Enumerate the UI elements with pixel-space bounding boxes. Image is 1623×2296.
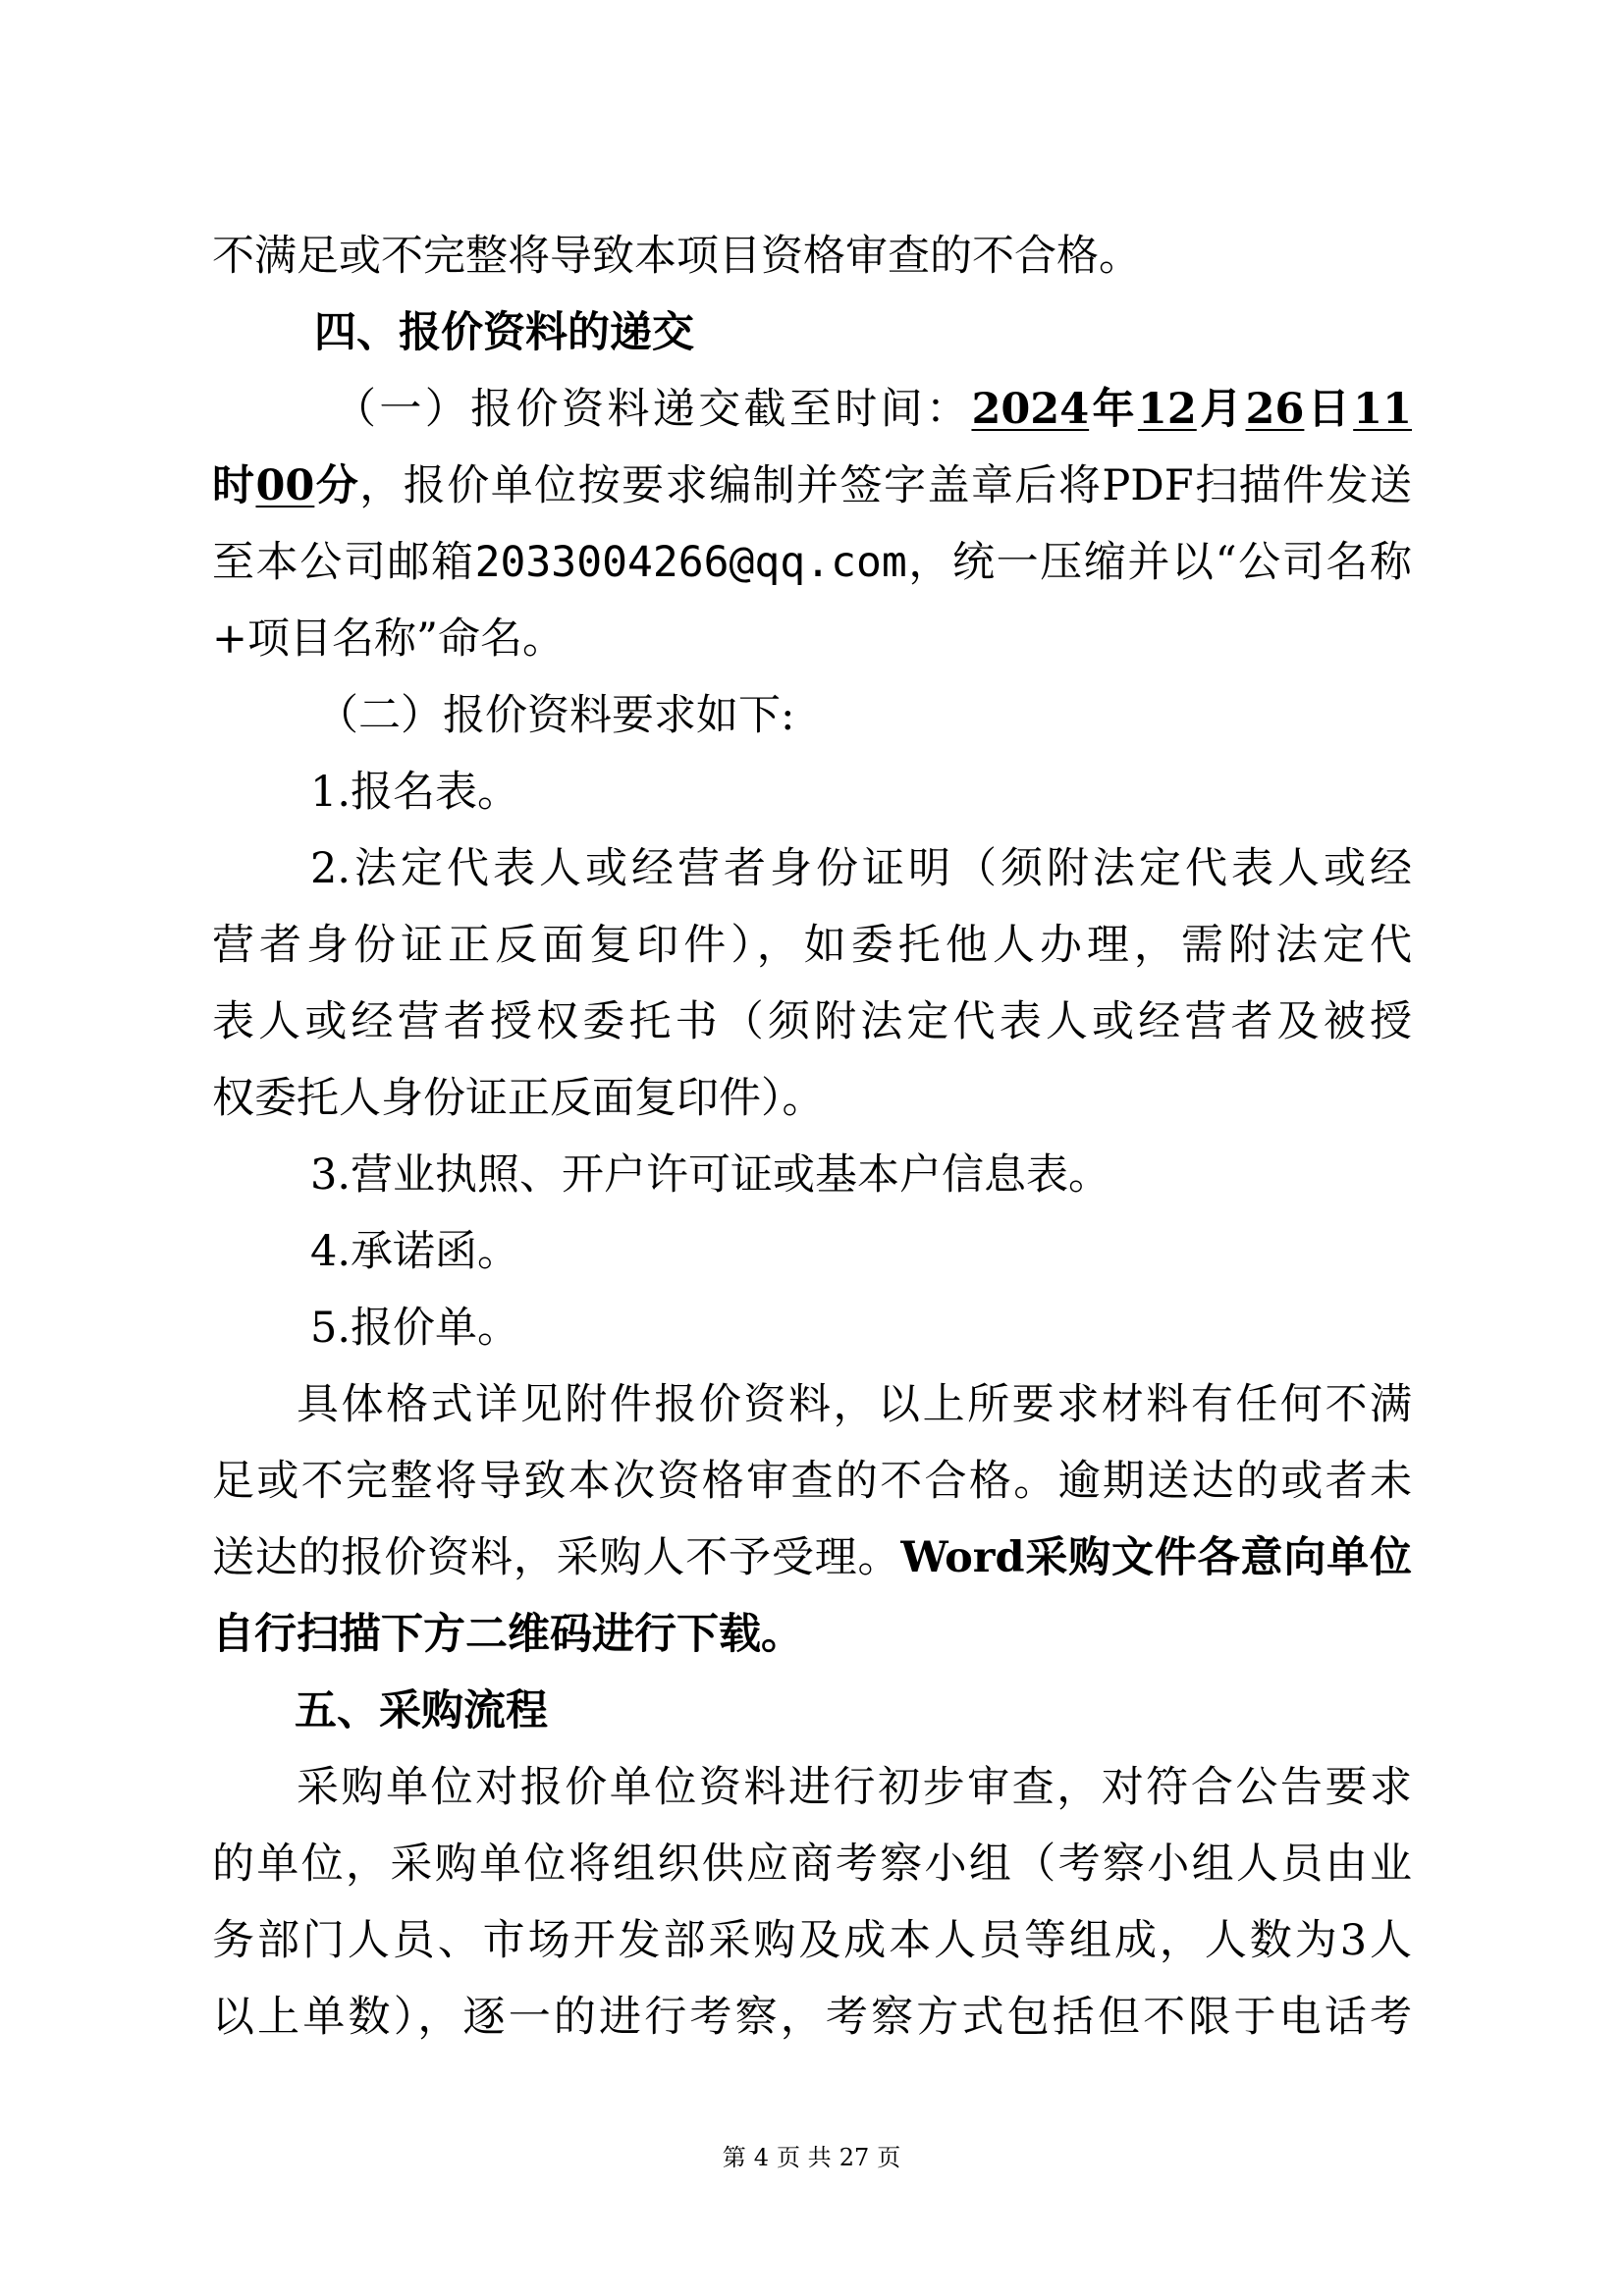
list-item: 1.报名表。 [310, 768, 520, 817]
paragraph-line: 具体格式详见附件报价资料，以上所要求材料有任何不满 [297, 1380, 1412, 1429]
download-note: Word采购文件各意向单位 [900, 1533, 1412, 1582]
paragraph-line: 不满足或不完整将导致本项目资格审查的不合格。 [212, 232, 1141, 281]
deadline-hour: 11 [1353, 385, 1412, 434]
deadline-day: 26 [1245, 385, 1305, 434]
paragraph-line: 权委托人身份证正反面复印件）。 [212, 1074, 825, 1123]
deadline-year: 2024 [971, 385, 1090, 434]
download-note: 自行扫描下方二维码进行下载。 [212, 1610, 803, 1659]
list-item: 2.法定代表人或经营者身份证明（须附法定代表人或经 [310, 844, 1412, 893]
paragraph-line: 营者身份证正反面复印件），如委托他人办理，需附法定代 [212, 921, 1412, 970]
paragraph-line: 的单位，采购单位将组织供应商考察小组（考察小组人员由业 [212, 1840, 1412, 1889]
paragraph-line: 时00分，报价单位按要求编制并签字盖章后将PDF扫描件发送 [212, 461, 1412, 510]
list-item: 3.营业执照、开户许可证或基本户信息表。 [310, 1150, 1111, 1200]
paragraph-line: 采购单位对报价单位资料进行初步审查，对符合公告要求 [297, 1763, 1412, 1812]
section-heading-4: 四、报价资料的递交 [314, 308, 694, 357]
list-item: 4.承诺函。 [310, 1227, 520, 1276]
subsection-label: （一）报价资料递交截至时间： [334, 385, 972, 434]
email-address: 2033004266@qq.com [474, 538, 907, 587]
subsection-label: （二）报价资料要求如下: [316, 691, 795, 740]
paragraph-line: 务部门人员、市场开发部采购及成本人员等组成，人数为3人 [212, 1916, 1412, 1965]
paragraph-line: +项目名称”命名。 [212, 614, 566, 664]
page-footer: 第 4 页 共 27 页 [722, 2144, 901, 2171]
deadline-month: 12 [1137, 385, 1197, 434]
paragraph-line: 至本公司邮箱2033004266@qq.com，统一压缩并以“公司名称 [212, 538, 1412, 587]
section-heading-5: 五、采购流程 [295, 1686, 548, 1735]
page-total: 27 [839, 2144, 870, 2171]
paragraph-line: 表人或经营者授权委托书（须附法定代表人或经营者及被授 [212, 997, 1412, 1046]
paragraph-line: （一）报价资料递交截至时间：2024年12月26日11 [334, 385, 1412, 434]
paragraph-line: 足或不完整将导致本次资格审查的不合格。逾期送达的或者未 [212, 1457, 1412, 1506]
paragraph-line: 以上单数），逐一的进行考察，考察方式包括但不限于电话考 [212, 1993, 1412, 2042]
deadline-minute: 00 [255, 461, 315, 510]
page-number: 4 [753, 2144, 770, 2171]
list-item: 5.报价单。 [310, 1304, 520, 1353]
paragraph-line: 送达的报价资料，采购人不予受理。Word采购文件各意向单位 [212, 1533, 1412, 1582]
